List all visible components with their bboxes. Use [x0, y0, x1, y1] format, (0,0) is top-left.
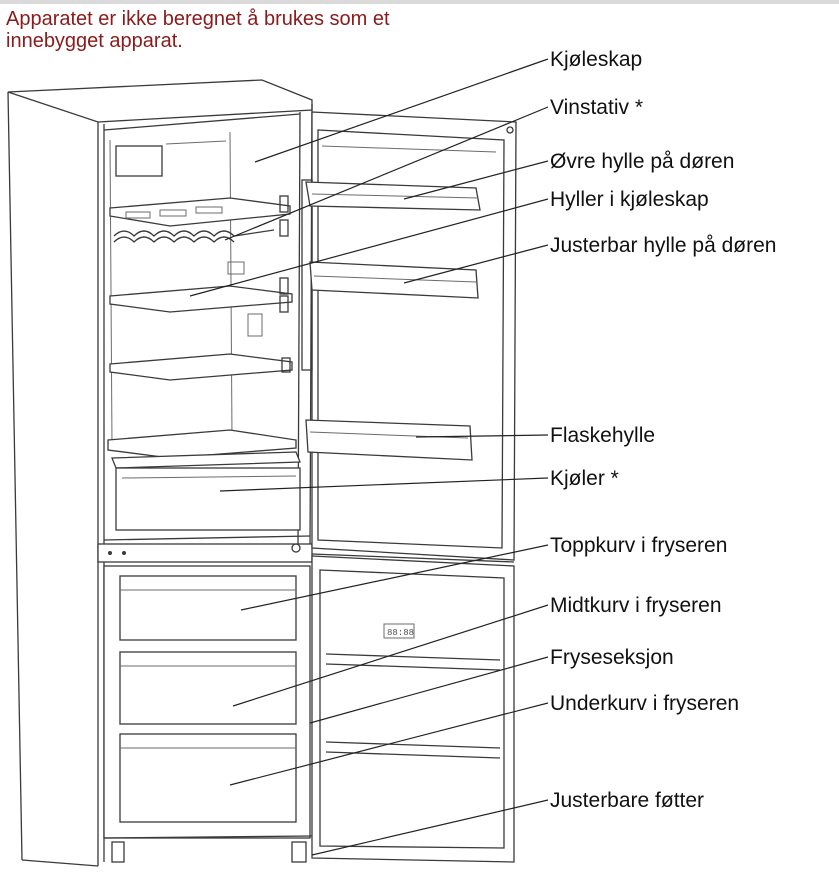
fridge-door-panel — [312, 112, 516, 560]
label-kjoleskap: Kjøleskap — [550, 48, 643, 71]
label-hyller: Hyller i kjøleskap — [550, 188, 709, 211]
control-panel — [116, 146, 162, 176]
freezer-door — [312, 554, 514, 862]
fridge-door — [302, 112, 516, 560]
crisper — [98, 452, 312, 562]
label-toppkurv: Toppkurv i fryseren — [550, 534, 728, 557]
shelf-2 — [110, 286, 292, 312]
label-ovre-hylle: Øvre hylle på døren — [550, 150, 735, 173]
bottom-basket — [120, 734, 296, 822]
wine-rack — [114, 230, 274, 236]
light-strip — [166, 141, 226, 144]
middle-basket — [120, 652, 296, 724]
label-justerbare-fotter: Justerbare føtter — [550, 789, 705, 812]
wine-rack-lower — [114, 237, 234, 242]
label-justerbar-hylle: Justerbar hylle på døren — [550, 234, 777, 257]
foot-left — [112, 842, 124, 862]
display-digits: 88:88 — [387, 628, 415, 638]
cabinet-side-back-edge — [8, 92, 22, 860]
inner-back-left — [110, 140, 112, 446]
divider-line — [104, 536, 310, 540]
label-midtkurv: Midtkurv i fryseren — [550, 594, 722, 617]
label-flaskehylle: Flaskehylle — [550, 424, 656, 447]
warning-text: Apparatet er ikke beregnet å brukes som et innebygget apparat. — [6, 8, 390, 52]
labels — [550, 48, 776, 812]
fan-box — [248, 314, 262, 336]
freezer-door-panel — [312, 556, 514, 862]
freezer — [104, 566, 312, 862]
fridge-shelves — [108, 196, 296, 458]
rail-2 — [280, 220, 288, 236]
cabinet-top — [8, 80, 312, 122]
foot-right — [292, 842, 306, 862]
freezer-divider — [98, 544, 312, 562]
label-kjoler: Kjøler * — [550, 467, 619, 490]
top-basket — [120, 576, 296, 640]
label-underkurv: Underkurv i fryseren — [550, 692, 740, 715]
rail-3 — [280, 278, 288, 294]
label-vinstativ: Vinstativ * — [550, 96, 643, 119]
cabinet-bottom-edge — [22, 860, 98, 866]
divider-dot-1 — [108, 551, 112, 555]
divider-dot-2 — [122, 551, 126, 555]
label-fryseseksjon: Fryseseksjon — [550, 646, 674, 669]
shelf-3 — [110, 354, 292, 380]
